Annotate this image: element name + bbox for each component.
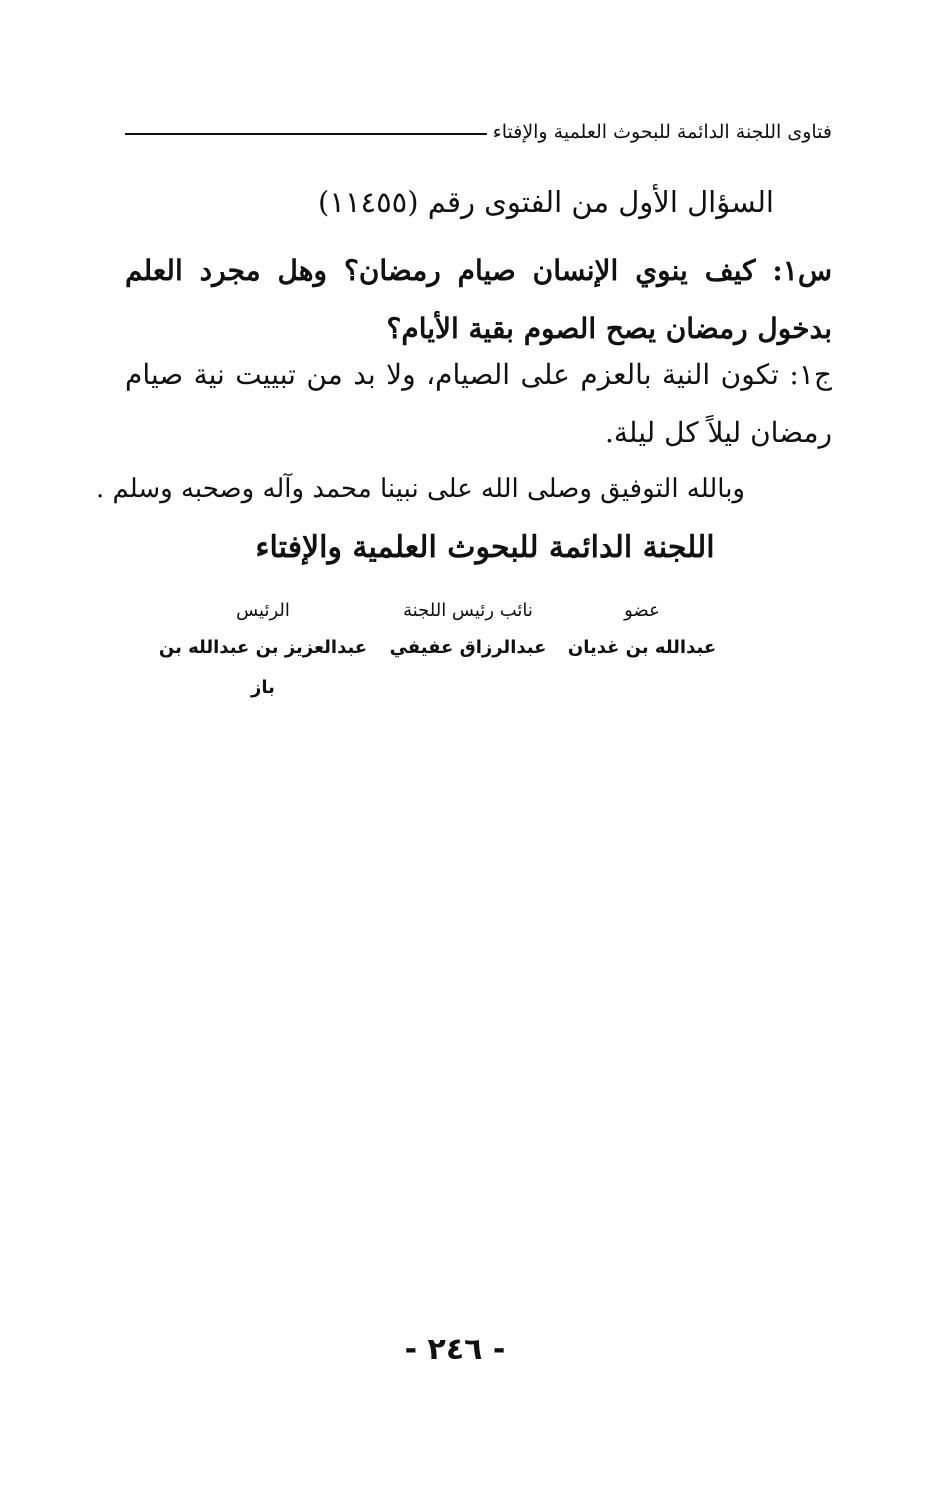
signatory-member (542, 594, 742, 668)
header-rule (125, 133, 487, 135)
signatory-chair (153, 594, 373, 698)
fatwa-heading: السؤال الأول من الفتوى رقم (١١٤٥٥) (318, 185, 774, 219)
signatory-name: عبدالرزاق عفيفي (389, 637, 547, 658)
committee-title: اللجنة الدائمة للبحوث العلمية والإفتاء (255, 530, 715, 565)
signatory-role: نائب رئيس اللجنة (403, 600, 533, 621)
closing-line: وبالله التوفيق وصلى الله على نبينا محمد وآله وصحبه وسلم . (95, 474, 745, 504)
page-number: - ٢٤٦ - (404, 1332, 506, 1367)
signatory-role: الرئيس (236, 600, 290, 621)
signatory-role: عضو (624, 600, 660, 621)
signatory-name: عبدالعزيز بن عبدالله بن باز (158, 637, 368, 698)
answer-paragraph: ج١: تكون النية بالعزم على الصيام، ولا بد من تبييت نية صيام رمضان ليلاً كل ليلة. (125, 358, 832, 449)
question-paragraph: س١: كيف ينوي الإنسان صيام رمضان؟ وهل مجرد العلم بدخول رمضان يصح الصوم بقية الأيام؟ (125, 254, 832, 345)
running-header-title: فتاوى اللجنة الدائمة للبحوث العلمية والإفتاء (492, 121, 832, 143)
signatory-deputy-chair (368, 594, 568, 668)
signatory-name: عبدالله بن غديان (567, 637, 717, 658)
running-header (125, 112, 832, 152)
